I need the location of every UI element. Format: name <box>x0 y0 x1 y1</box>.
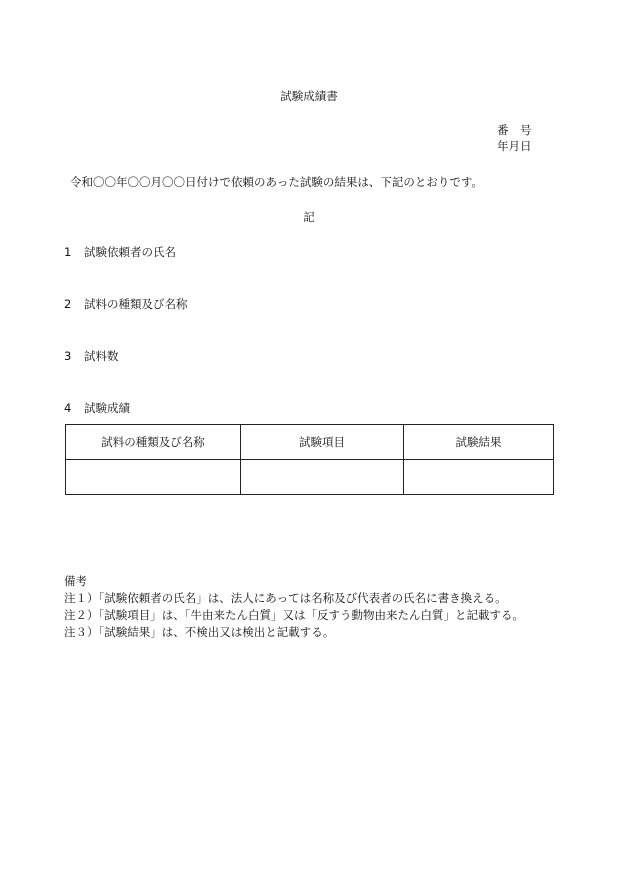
item-label: 試験依頼者の氏名 <box>84 245 176 259</box>
remark-note-2: 注２）「試験項目」は、「牛由来たん白質」又は「反すう動物由来たん白質」と記載する。 <box>64 608 524 622</box>
cell-sample-type <box>66 460 241 495</box>
table-row <box>66 460 554 495</box>
table-header-row <box>66 425 554 460</box>
item-sample-type <box>64 296 188 312</box>
item-sample-count <box>64 348 119 364</box>
number-label: 番 号 <box>497 123 532 137</box>
header-test-item: 試験項目 <box>241 425 404 460</box>
results-table <box>65 424 554 495</box>
intro-text: 令和〇〇年〇〇月〇〇日付けで依頼のあった試験の結果は、下記のとおりです。 <box>70 175 483 189</box>
item-number: 1 <box>64 245 72 259</box>
item-requester-name <box>64 244 176 260</box>
ki-heading: 記 <box>303 210 315 224</box>
cell-test-item <box>241 460 404 495</box>
remark-note-3: 注３）「試験結果」は、不検出又は検出と記載する。 <box>64 625 335 639</box>
item-number: 4 <box>64 401 72 415</box>
item-label: 試料数 <box>84 349 119 363</box>
item-label: 試験成績 <box>84 401 130 415</box>
cell-test-result <box>404 460 554 495</box>
remark-note-1: 注１）「試験依頼者の氏名」は、法人にあっては名称及び代表者の氏名に書き換える。 <box>64 591 507 605</box>
remarks-heading: 備考 <box>64 574 87 588</box>
header-test-result: 試験結果 <box>404 425 554 460</box>
item-label: 試料の種類及び名称 <box>84 297 188 311</box>
remarks-section <box>64 573 524 641</box>
item-number: 3 <box>64 349 72 363</box>
document-title: 試験成績書 <box>280 89 338 103</box>
header-sample-type: 試料の種類及び名称 <box>66 425 241 460</box>
item-test-results <box>64 400 130 416</box>
date-label: 年月日 <box>497 139 532 153</box>
item-number: 2 <box>64 297 72 311</box>
